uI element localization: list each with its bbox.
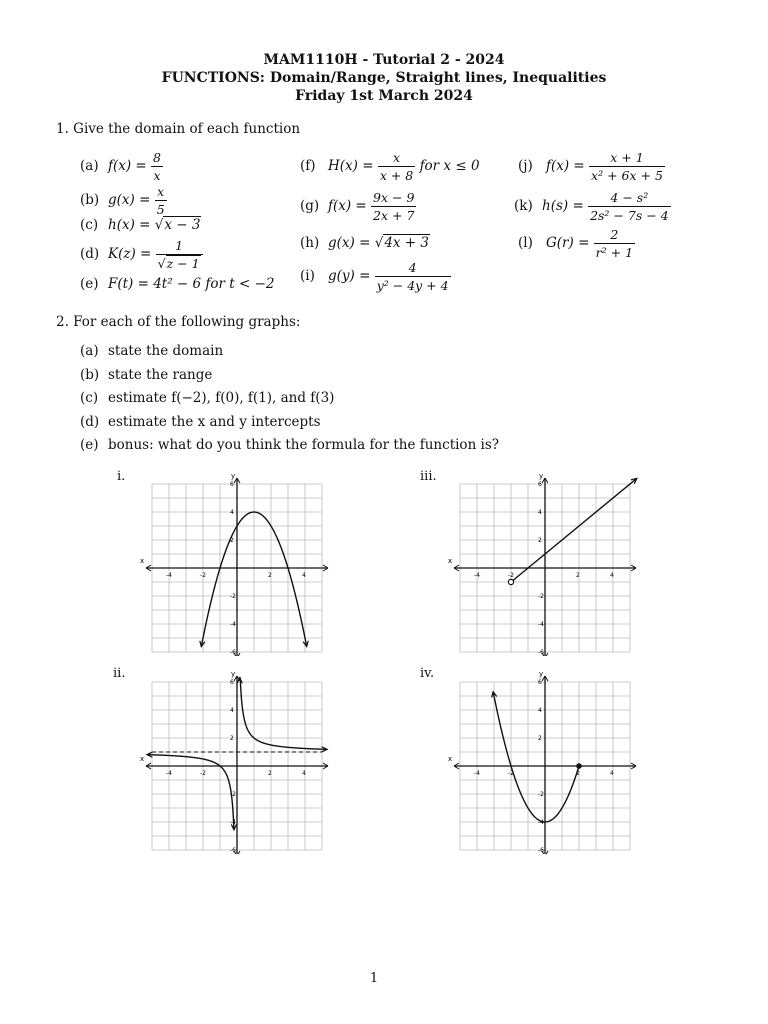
- item-lhs: g(x) =: [328, 235, 371, 251]
- y-tick-label: -6: [230, 649, 236, 656]
- x-tick-label: -2: [200, 770, 206, 777]
- fraction: [151, 150, 163, 183]
- denominator-text: x + 8: [379, 168, 414, 183]
- q1-heading: 1. Give the domain of each function: [56, 121, 301, 137]
- denominator: [155, 200, 167, 217]
- fraction: [375, 260, 451, 293]
- numerator: 1: [175, 238, 184, 253]
- item-text: estimate f(−2), f(0), f(1), and f(3): [108, 390, 335, 406]
- item-label: (e): [80, 437, 99, 453]
- x-tick-label: -4: [166, 770, 172, 777]
- item-label: (d): [80, 413, 100, 430]
- open-endpoint: [508, 579, 513, 584]
- x-tick-label: -2: [508, 572, 514, 579]
- item-label: (a): [80, 343, 99, 359]
- radicand: x − 3: [164, 217, 201, 233]
- function-curve-right: [240, 678, 327, 750]
- item-label: (f): [300, 158, 316, 174]
- page-date: Friday 1st March 2024: [295, 88, 473, 104]
- y-tick-label: 6: [538, 679, 542, 686]
- graph-label-ii: ii.: [113, 666, 126, 681]
- y-tick-label: 6: [230, 679, 234, 686]
- graph-iii: [446, 470, 646, 656]
- item-lhs: g(y) =: [328, 268, 371, 284]
- q1-item: [518, 150, 665, 183]
- fraction: [156, 238, 203, 271]
- q2-item: [80, 367, 212, 383]
- graph-ii: [138, 668, 338, 854]
- item-suffix: for x ≤ 0: [419, 158, 480, 174]
- y-tick-label: -4: [230, 621, 236, 628]
- q1-item: [80, 150, 163, 183]
- item-lhs: f(x) =: [546, 158, 585, 174]
- fraction: [155, 184, 167, 217]
- y-tick-label: 4: [230, 509, 234, 516]
- y-tick-label: 6: [538, 481, 542, 488]
- denominator: [589, 166, 665, 183]
- y-tick-label: 2: [230, 735, 234, 742]
- page-subtitle: FUNCTIONS: Domain/Range, Straight lines, Inequalities: [161, 70, 607, 86]
- q2-item: [80, 437, 499, 453]
- x-tick-label: -2: [508, 770, 514, 777]
- x-tick-label: 4: [610, 770, 614, 777]
- x-tick-label: 4: [302, 770, 306, 777]
- y-tick-label: -2: [230, 593, 236, 600]
- q2-item: [80, 390, 334, 406]
- q1-item: [518, 227, 635, 260]
- y-axis-label: y: [231, 472, 236, 480]
- graph-iv: [446, 668, 646, 854]
- y-tick-label: 2: [230, 537, 234, 544]
- q1-item: [80, 238, 203, 271]
- y-axis-label: y: [539, 670, 544, 678]
- y-tick-label: 6: [230, 481, 234, 488]
- x-axis-label: x: [448, 755, 453, 763]
- item-label: (c): [80, 390, 99, 406]
- x-tick-label: 2: [576, 770, 580, 777]
- q2-item: [80, 343, 223, 359]
- item-lhs: f(x) =: [108, 158, 147, 174]
- graph-label-iii: iii.: [420, 469, 437, 484]
- q1-item: [300, 190, 416, 223]
- graph-i: [138, 470, 338, 656]
- y-tick-label: 4: [230, 707, 234, 714]
- fraction: [378, 150, 415, 183]
- denominator: √z − 1: [156, 254, 203, 271]
- x-tick-label: 2: [268, 770, 272, 777]
- y-tick-label: -4: [538, 621, 544, 628]
- denominator: [594, 243, 635, 260]
- item-label: (j): [518, 158, 533, 174]
- denominator: [375, 276, 451, 293]
- item-label: (c): [80, 217, 99, 233]
- denominator-text: 2x + 7: [373, 208, 415, 223]
- fraction: [594, 227, 635, 260]
- x-tick-label: 2: [268, 572, 272, 579]
- item-label: (g): [300, 198, 320, 214]
- q2-heading: 2. For each of the following graphs:: [56, 314, 301, 330]
- y-tick-label: -6: [230, 847, 236, 854]
- x-axis-label: x: [448, 557, 453, 565]
- x-axis-label: x: [140, 557, 145, 565]
- q1-item: [300, 150, 480, 183]
- q1-item: [300, 260, 451, 293]
- y-axis-label: y: [539, 472, 544, 480]
- y-tick-label: -4: [538, 819, 544, 826]
- denominator-text: r² + 1: [595, 245, 634, 260]
- y-tick-label: -2: [538, 791, 544, 798]
- item-label: (e): [80, 276, 99, 292]
- item-label: (d): [80, 246, 100, 262]
- numerator: 4 − s²: [610, 190, 649, 205]
- radicand: 4x + 3: [384, 235, 429, 251]
- denominator-text: 5: [156, 202, 165, 217]
- x-axis-label: x: [140, 755, 145, 763]
- denominator: [371, 206, 416, 223]
- fraction: [371, 190, 416, 223]
- x-tick-label: 4: [610, 572, 614, 579]
- denominator: [151, 166, 163, 183]
- y-tick-label: 2: [538, 735, 542, 742]
- item-lhs: K(z) =: [108, 246, 152, 262]
- denominator-text: z − 1: [166, 256, 200, 271]
- y-tick-label: -4: [230, 819, 236, 826]
- x-tick-label: 2: [576, 572, 580, 579]
- item-lhs: h(s) =: [542, 198, 584, 214]
- page-title: MAM1110H - Tutorial 2 - 2024: [263, 52, 505, 68]
- page-number: 1: [369, 971, 379, 986]
- denominator: [588, 206, 671, 223]
- item-text: estimate the x and y intercepts: [108, 413, 321, 430]
- denominator-text: x² + 6x + 5: [591, 168, 663, 183]
- q1-item: [514, 190, 671, 223]
- item-label: (h): [300, 235, 320, 251]
- item-label: (k): [514, 198, 533, 214]
- denominator-text: y² − 4y + 4: [376, 278, 449, 293]
- function-curve: [493, 692, 579, 822]
- item-lhs: H(x) =: [328, 158, 374, 174]
- item-label: (a): [80, 158, 99, 174]
- y-axis-label: y: [231, 670, 236, 678]
- graph-label-i: i.: [117, 469, 126, 484]
- function-line: [511, 478, 637, 582]
- y-tick-label: -2: [230, 791, 236, 798]
- y-tick-label: 4: [538, 509, 542, 516]
- y-tick-label: 4: [538, 707, 542, 714]
- denominator-text: x: [153, 168, 161, 183]
- item-label: (b): [80, 192, 100, 208]
- item-text: F(t) = 4t² − 6 for t < −2: [108, 276, 275, 292]
- denominator: [378, 166, 415, 183]
- y-tick-label: -2: [538, 593, 544, 600]
- q1-item: (h) g(x) = √4x + 3: [300, 235, 429, 251]
- item-text: state the range: [108, 366, 213, 383]
- numerator: x: [157, 184, 165, 199]
- item-text: bonus: what do you think the formula for the function is?: [108, 437, 500, 453]
- x-tick-label: -2: [200, 572, 206, 579]
- numerator: x + 1: [610, 150, 644, 165]
- item-lhs: g(x) =: [108, 192, 151, 208]
- fraction: [589, 150, 665, 183]
- q1-item: [80, 276, 275, 292]
- numerator: 4: [408, 260, 417, 275]
- numerator: 8: [153, 150, 161, 165]
- numerator: 2: [610, 227, 619, 242]
- item-label: (l): [518, 235, 533, 251]
- item-lhs: G(r) =: [546, 235, 590, 251]
- graph-label-iv: iv.: [420, 666, 435, 681]
- item-label: (b): [80, 366, 100, 383]
- y-tick-label: -6: [538, 847, 544, 854]
- fraction: [588, 190, 671, 223]
- y-tick-label: 2: [538, 537, 542, 544]
- item-lhs: f(x) =: [328, 198, 367, 214]
- item-label: (i): [300, 268, 315, 284]
- q2-item: [80, 414, 321, 430]
- numerator: x: [393, 150, 401, 165]
- x-tick-label: -4: [166, 572, 172, 579]
- numerator: 9x − 9: [373, 190, 415, 205]
- denominator-text: 2s² − 7s − 4: [590, 208, 669, 223]
- q1-item: [80, 184, 167, 217]
- x-tick-label: 4: [302, 572, 306, 579]
- item-text: state the domain: [108, 343, 224, 359]
- y-tick-label: -6: [538, 649, 544, 656]
- closed-endpoint: [576, 763, 582, 769]
- x-tick-label: -4: [474, 572, 480, 579]
- item-lhs: h(x) =: [108, 217, 151, 233]
- x-tick-label: -4: [474, 770, 480, 777]
- q1-item: (c) h(x) = √x − 3: [80, 217, 201, 233]
